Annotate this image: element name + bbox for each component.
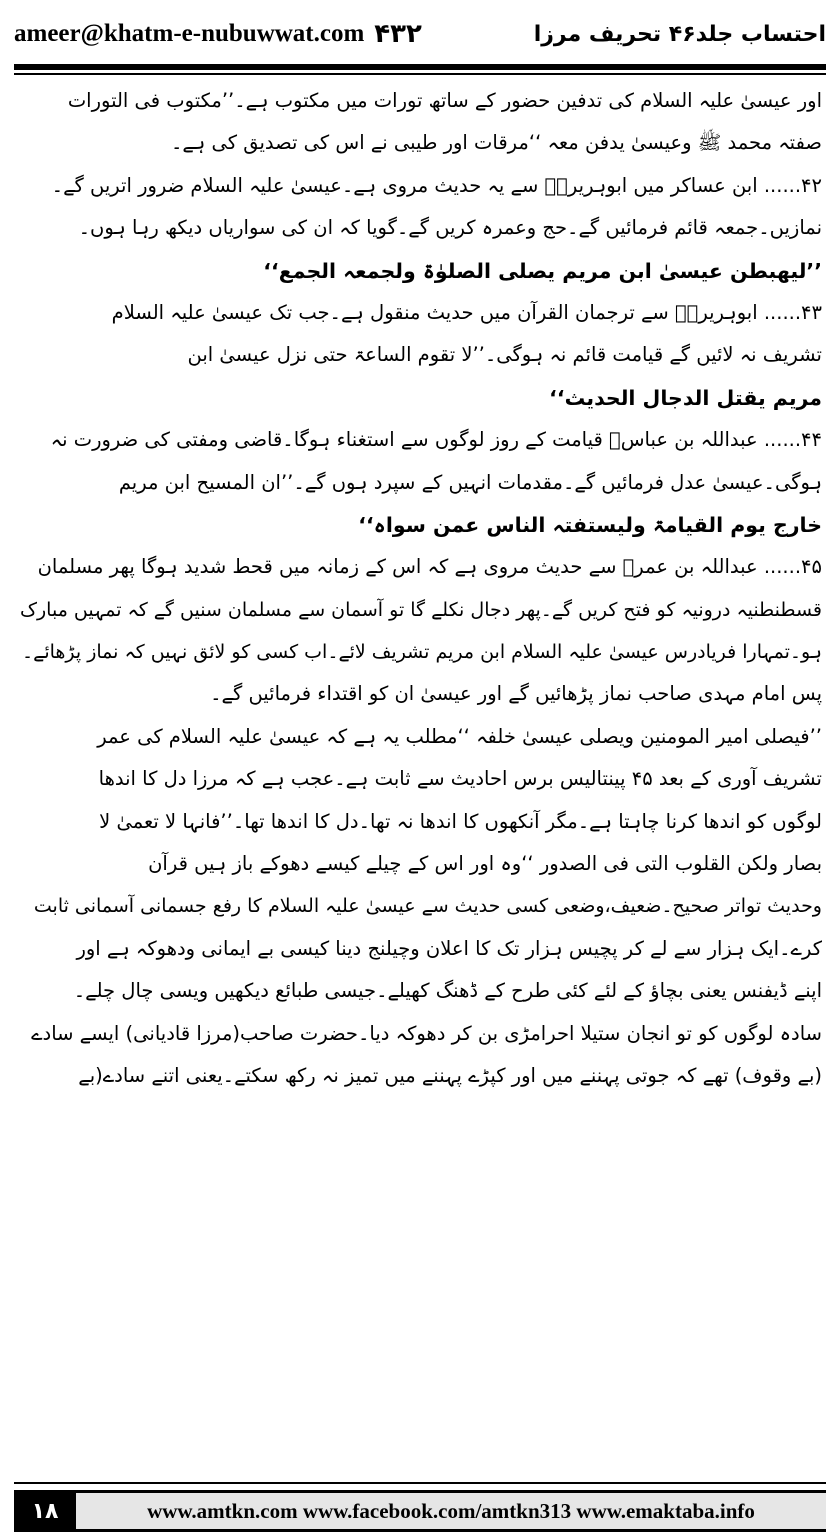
text-line: تشریف نہ لائیں گے قیامت قائم نہ ہوگی۔’’لا تقوم الساعۃ حتی نزل عیسیٰ ابن <box>187 343 822 367</box>
header-rule-thick <box>14 64 826 70</box>
arabic-quote-line: خارج یوم القیامۃ ولیستفتہ الناس عمن سواہ‘‘ <box>358 512 822 537</box>
header-left <box>14 19 422 49</box>
arabic-quote-line: مریم یقتل الدجال الحدیث‘‘ <box>549 385 822 410</box>
text-line: ہو۔تمہارا فریادرس عیسیٰ علیہ السلام ابن مریم تشریف لائے۔اب کسی کو لائق نہیں کہ نماز پڑھائے۔ <box>22 641 822 664</box>
text-line: ۴۴...... عبداللہ بن عباسؓ قیامت کے روز لوگوں سے استغناء ہوگا۔قاضی ومفتی کی ضرورت نہ <box>50 428 822 452</box>
text-line: پس امام مہدی صاحب نماز پڑھائیں گے اور عیسیٰ ان کو اقتداء فرمائیں گے۔ <box>210 682 822 706</box>
footer-links[interactable]: www.amtkn.com www.facebook.com/amtkn313 www.emaktaba.info <box>76 1490 826 1532</box>
text-line: سادہ لوگوں کو تو انجان ستیلا احرامڑی بن کر دھوکہ دیا۔حضرت صاحب(مرزا قادیانی) ایسے سادے <box>31 1021 822 1045</box>
footer-rule <box>14 1482 826 1484</box>
text-line: وحدیث تواتر صحیح۔ضعیف،وضعی کسی حدیث سے عیسیٰ علیہ السلام کا رفع جسمانی آسمانی ثابت <box>33 895 822 918</box>
text-line: صفتہ محمد ﷺ وعیسیٰ یدفن معہ ‘‘مرقات اور طیبی نے اس کی تصدیق کی ہے۔ <box>170 131 822 155</box>
text-line: اور عیسیٰ علیہ السلام کی تدفین حضور کے ساتھ تورات میں مکتوب ہے۔’’مکتوب فی التورات <box>67 89 822 112</box>
body-text <box>18 80 822 1474</box>
footer-page-number: ۱۸ <box>14 1490 76 1532</box>
text-line: ۴۳...... ابوہریرہؓ سے ترجمان القرآن میں حدیث منقول ہے۔جب تک عیسیٰ علیہ السلام <box>111 300 822 324</box>
page-header <box>14 8 826 60</box>
header-rule-thin <box>14 73 826 75</box>
text-line: ۴۲...... ابن عساکر میں ابوہریرہؓ سے یہ حدیث مروی ہے۔عیسیٰ علیہ السلام ضرور اتریں گے۔ <box>51 173 822 197</box>
header-email[interactable]: ameer@khatm-e-nubuwwat.com <box>14 20 365 47</box>
text-line: ہوگی۔عیسیٰ عدل فرمائیں گے۔مقدمات انہیں کے سپرد ہوں گے۔’’ان المسیح ابن مریم <box>118 470 822 494</box>
text-line: لوگوں کو اندھا کرنا چاہتا ہے۔مگر آنکھوں کا اندھا نہ تھا۔دل کا اندھا تھا۔’’فانہا لا تعمیٰ لا <box>99 809 822 833</box>
header-page-number: ۴۳۲ <box>374 19 422 49</box>
text-line: بصار ولکن القلوب التی فی الصدور ‘‘وہ اور اس کے چیلے کیسے دھوکے باز ہیں قرآن <box>148 852 822 876</box>
arabic-quote-line: ’’لیھبطن عیسیٰ ابن مریم یصلی الصلوٰۃ ولجمعہ الجمع‘‘ <box>263 258 822 283</box>
page-footer <box>14 1490 826 1532</box>
text-line: تشریف آوری کے بعد ۴۵ پینتالیس برس احادیث سے ثابت ہے۔عجب ہے کہ مرزا دل کا اندھا <box>98 767 822 791</box>
header-title: احتساب جلد۴۶ تحریف مرزا <box>533 21 826 47</box>
text-line: ۴۵...... عبداللہ بن عمرؓ سے حدیث مروی ہے کہ اس کے زمانہ میں قحط شدید ہوگا پھر مسلمان <box>37 555 822 579</box>
text-line: ’’فیصلی امیر المومنین ویصلی عیسیٰ خلفہ ‘‘مطلب یہ ہے کہ عیسیٰ علیہ السلام کی عمر <box>97 724 822 748</box>
text-line: کرے۔ایک ہزار سے لے کر پچیس ہزار تک کا اعلان وچیلنج دینا کیسی بے ایمانی ودھوکہ ہے اور <box>76 936 822 960</box>
text-line: قسطنطنیہ درونیہ کو فتح کریں گے۔پھر دجال نکلے گا تو آسمان سے مسلمان سنیں گے کہ تمہیں مبارک <box>20 598 822 621</box>
text-line: اپنے ڈیفنس یعنی بچاؤ کے لئے کئی طرح کے ڈھنگ کھیلے۔جیسی طبائع دیکھیں ویسی چال چلے۔ <box>73 979 822 1003</box>
text-line: (بے وقوف) تھے کہ جوتی پہننے میں اور کپڑے پہننے میں تمیز نہ رکھ سکتے۔یعنی اتنے سادے(بے <box>78 1063 822 1087</box>
text-line: نمازیں۔جمعہ قائم فرمائیں گے۔حج وعمرہ کریں گے۔گویا کہ ان کی سواریاں دیکھ رہا ہوں۔ <box>78 216 822 240</box>
